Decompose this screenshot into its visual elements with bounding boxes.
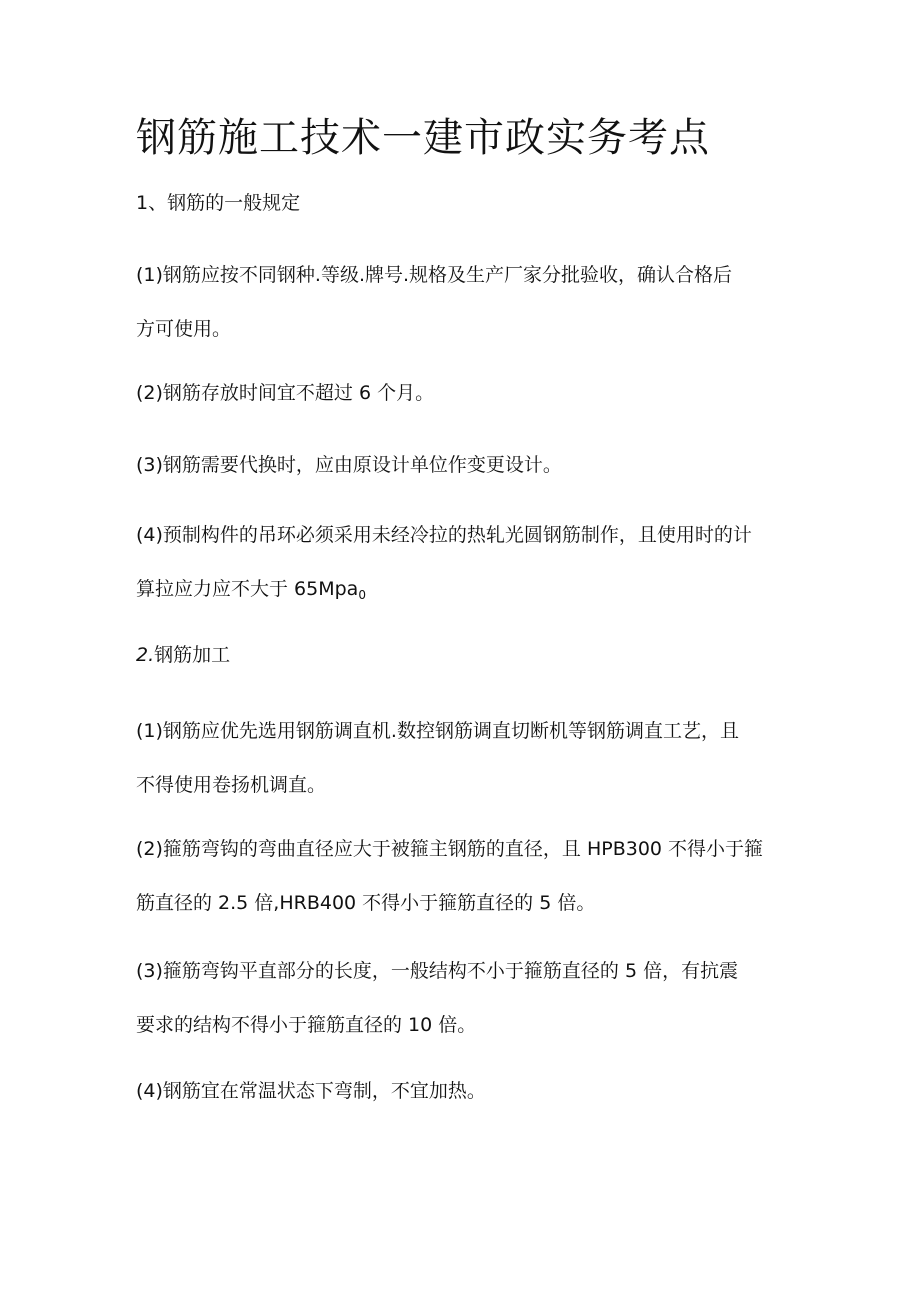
- section-heading-general-rules: [136, 176, 796, 230]
- paragraph-line: 方可使用。: [136, 318, 232, 340]
- paragraph-line: 不得使用卷扬机调直。: [136, 774, 327, 796]
- paragraph-line: (3)钢筋需要代换时，应由原设计单位作变更设计。: [136, 454, 562, 476]
- paragraph-processing-3: [136, 944, 796, 1052]
- page-title: 钢筋施工技术一建市政实务考点: [136, 115, 710, 161]
- paragraph-line: (4)钢筋宜在常温状态下弯制，不宜加热。: [136, 1080, 486, 1102]
- paragraph-rule-1: [136, 248, 796, 356]
- paragraph-line: (2)钢筋存放时间宜不超过 6 个月。: [136, 382, 435, 404]
- paragraph-line: (4)预制构件的吊环必须采用未经冷拉的热轧光圆钢筋制作，且使用时的计: [136, 524, 752, 546]
- section-heading-processing: [136, 628, 796, 682]
- paragraph-line-with-subscript: [136, 562, 796, 616]
- paragraph-processing-2: [136, 822, 796, 930]
- paragraph-line-text: 算拉应力应不大于 65Mpa: [136, 578, 359, 600]
- paragraph-line: 要求的结构不得小于箍筋直径的 10 倍。: [136, 1014, 477, 1036]
- paragraph-line: (1)钢筋应按不同钢种.等级.牌号.规格及生产厂家分批验收，确认合格后: [136, 264, 733, 286]
- section-heading-text: 钢筋加工: [154, 644, 231, 666]
- section-number: 2.: [136, 644, 155, 666]
- paragraph-processing-1: [136, 704, 796, 812]
- paragraph-processing-4: [136, 1064, 796, 1118]
- paragraph-line: (1)钢筋应优先选用钢筋调直机.数控钢筋调直切断机等钢筋调直工艺，且: [136, 720, 739, 742]
- paragraph-line: 筋直径的 2.5 倍,HRB400 不得小于箍筋直径的 5 倍。: [136, 892, 596, 914]
- section-heading-text: 1、钢筋的一般规定: [136, 192, 301, 214]
- paragraph-line: (3)箍筋弯钩平直部分的长度，一般结构不小于箍筋直径的 5 倍，有抗震: [136, 960, 739, 982]
- paragraph-rule-2: [136, 366, 796, 420]
- paragraph-line: (2)箍筋弯钩的弯曲直径应大于被箍主钢筋的直径，且 HPB300 不得小于箍: [136, 838, 764, 860]
- paragraph-rule-3: [136, 438, 796, 492]
- subscript-text: 0: [358, 588, 366, 602]
- section-heading-line: [136, 628, 796, 682]
- paragraph-rule-4: [136, 508, 796, 616]
